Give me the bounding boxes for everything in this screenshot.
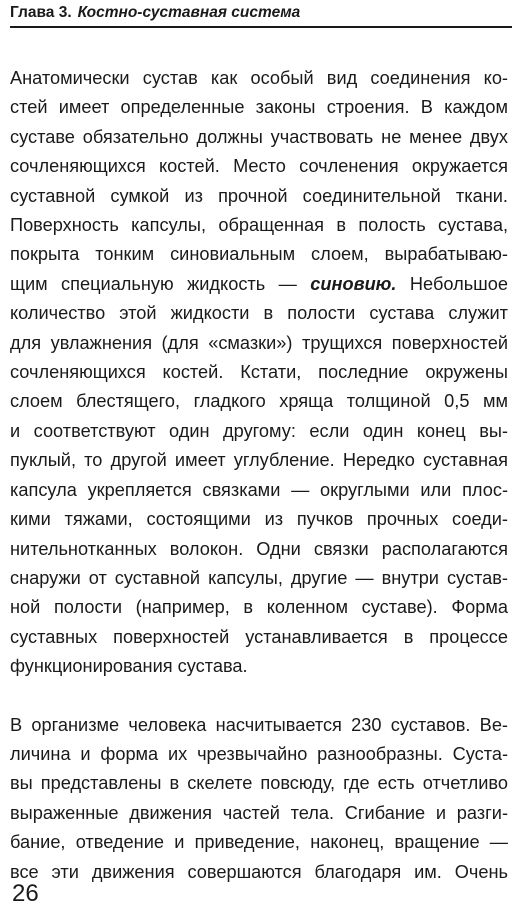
body-text (10, 64, 508, 887)
line-segment: Небольшое (409, 273, 508, 294)
text-line: В организме человека насчитывается 230 суставов. Ве- (10, 714, 508, 735)
text-line: пуклый, то другой имеет углубление. Нередко суставная (10, 450, 508, 471)
term-synovia: синовию. (310, 273, 397, 294)
text-line: и соответствуют один другому: если один конец вы- (10, 420, 508, 441)
text-line: Поверхность капсулы, обращенная в полость сустава, (10, 215, 508, 236)
text-line: Анатомически сустав как особый вид соединения ко- (10, 68, 508, 88)
page-number: 26 (12, 880, 39, 907)
text-line: вы представлены в скелете повсюду, где есть отчетливо (10, 773, 508, 794)
text-line: кими тяжами, состоящими из пучков прочных соеди- (10, 509, 508, 530)
text-line: количество этой жидкости в полости сустава служит (10, 303, 508, 324)
text-line: суставных поверхностей устанавливается в процессе (10, 626, 508, 647)
text-line: суставной сумкой из прочной соединительной ткани. (10, 185, 508, 206)
text-line: бание, отведение и приведение, наконец, вращение — (10, 832, 508, 853)
text-line: капсула укрепляется связками — округлыми или плос- (10, 479, 508, 500)
text-line: все эти движения совершаются благодаря им. Очень (10, 861, 508, 882)
chapter-title: Костно-суставная система (77, 4, 301, 21)
paragraph-2 (10, 711, 508, 887)
running-header (10, 0, 512, 28)
text-line: личина и форма их чрезвычайно разнообразны. Суста- (10, 743, 508, 764)
text-line: суставе обязательно должны участвовать не менее двух (10, 126, 508, 147)
line-segment: щим специальную жидкость — (10, 273, 297, 294)
text-line-with-term (10, 270, 508, 299)
text-line: снаружи от суставной капсулы, другие — внутри сустав- (10, 567, 508, 588)
text-line: нительнотканных волокон. Одни связки располагаются (10, 538, 508, 559)
text-line: стей имеет определенные законы строения. В каждом (10, 97, 508, 118)
text-line: ной полости (например, в коленном суставе). Форма (10, 597, 508, 618)
text-line: сочленяющихся костей. Кстати, последние окружены (10, 362, 508, 383)
text-line: сочленяющихся костей. Место сочленения окружается (10, 156, 508, 177)
text-line: слоем блестящего, гладкого хряща толщиной 0,5 мм (10, 391, 508, 412)
text-line: покрыта тонким синовиальным слоем, вырабатываю- (10, 244, 508, 265)
text-line: функционирования сустава. (10, 656, 248, 677)
paragraph-1 (10, 64, 508, 682)
text-line: выраженные движения частей тела. Сгибание и разги- (10, 802, 508, 823)
chapter-label: Глава 3. (10, 4, 72, 21)
text-line: для увлажнения (для «смазки») трущихся поверхностей (10, 332, 508, 353)
